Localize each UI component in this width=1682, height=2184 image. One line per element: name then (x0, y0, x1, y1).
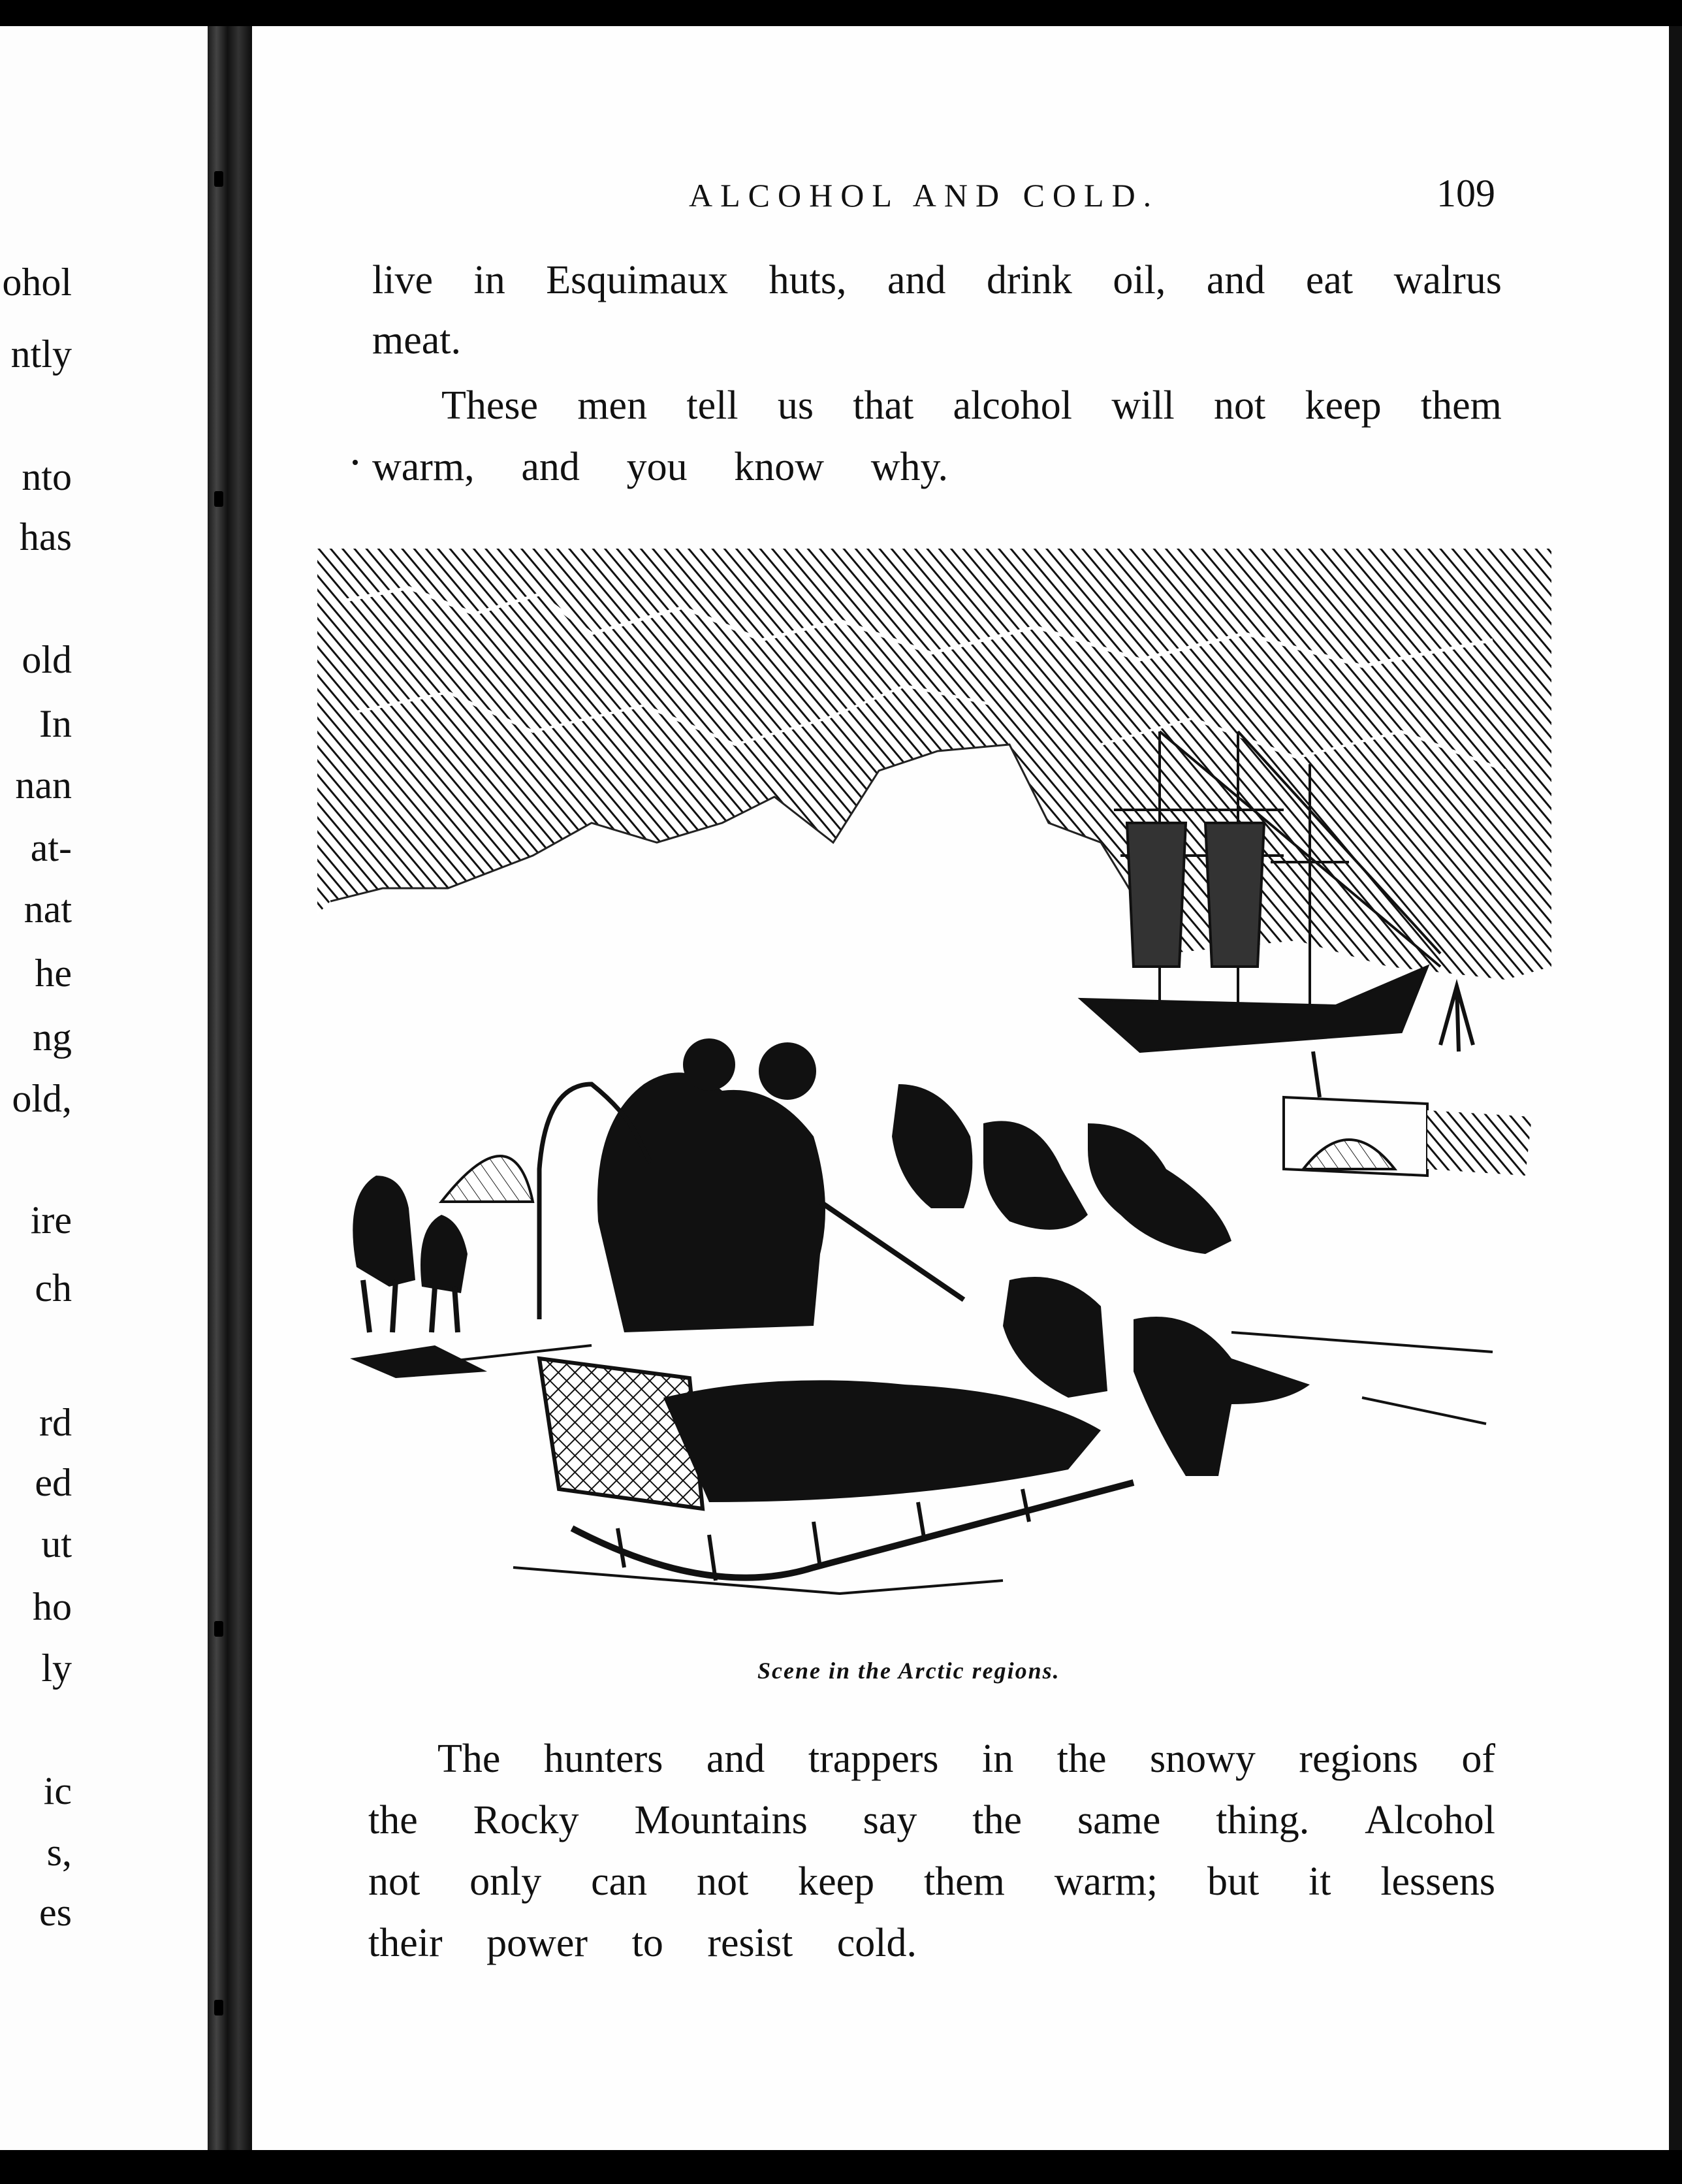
page-number: 109 (1436, 172, 1495, 215)
scan-border-top (0, 0, 1682, 26)
word: hunters (543, 1737, 663, 1781)
word: not (1214, 383, 1266, 428)
word: and (887, 258, 946, 302)
text-line-6 (368, 1800, 1495, 1840)
illustration-caption: Scene in the Arctic regions. (757, 1658, 1060, 1684)
word: but (1207, 1859, 1260, 1904)
word: These (441, 383, 539, 428)
word: oil, (1113, 258, 1166, 302)
word: live (372, 258, 433, 302)
word: the (1056, 1737, 1107, 1781)
word: them (1420, 383, 1502, 428)
word: and (706, 1737, 765, 1781)
binding-stitch-mark (214, 491, 223, 507)
text-line-8 (368, 1923, 917, 1963)
left-page-text-fragment: ohol (2, 261, 72, 304)
left-page-text-fragment: nto (22, 455, 72, 498)
text-line-4 (372, 447, 948, 487)
stormy-sky (317, 549, 1551, 980)
text-line-3 (441, 385, 1502, 426)
left-page-text-fragment: old, (12, 1077, 72, 1120)
word: of (1461, 1737, 1495, 1781)
word: Alcohol (1365, 1798, 1495, 1842)
word: Esquimaux (546, 258, 729, 302)
word: know (734, 445, 825, 489)
left-page-text-fragment: has (20, 515, 72, 558)
word: say (863, 1798, 917, 1842)
left-page-text-fragment: ed (35, 1461, 72, 1504)
word: in (982, 1737, 1014, 1781)
left-facing-page (0, 26, 215, 2150)
word: trappers (808, 1737, 939, 1781)
text-line-5 (437, 1739, 1495, 1779)
word: and (521, 445, 580, 489)
word: resist (707, 1921, 793, 1965)
word: in (473, 258, 505, 302)
word: their (368, 1921, 443, 1965)
word: regions (1299, 1737, 1418, 1781)
left-page-text-fragment: s, (46, 1831, 72, 1874)
word: them (923, 1859, 1005, 1904)
word: the (368, 1798, 418, 1842)
word: keep (798, 1859, 875, 1904)
word: thing. (1216, 1798, 1310, 1842)
left-page-text-fragment: nat (24, 888, 72, 931)
word: men (577, 383, 648, 428)
running-head: ALCOHOL AND COLD. (689, 177, 1160, 214)
text-line-7 (368, 1861, 1495, 1902)
word: keep (1305, 383, 1382, 428)
word: drink (987, 258, 1072, 302)
word: walrus (1393, 258, 1502, 302)
igloo-and-figures (353, 1156, 533, 1332)
word: that (853, 383, 914, 428)
left-page-text-fragment: nan (15, 763, 72, 807)
word: us (777, 383, 814, 428)
scan-border-bottom (0, 2150, 1682, 2184)
binding-stitch-mark (214, 171, 223, 187)
left-page-text-fragment: ho (33, 1585, 72, 1628)
hut-and-igloo (1284, 1052, 1532, 1176)
word: to (631, 1921, 663, 1965)
word: same (1077, 1798, 1161, 1842)
word: alcohol (953, 383, 1073, 428)
left-page-text-fragment: ut (41, 1522, 72, 1566)
word: can (591, 1859, 648, 1904)
left-page-text-fragment: old (22, 638, 72, 681)
word: and (1206, 258, 1265, 302)
word: The (437, 1737, 501, 1781)
word: power (486, 1921, 588, 1965)
left-page-text-fragment: ly (41, 1646, 72, 1690)
left-page-text-fragment: ic (43, 1769, 72, 1812)
word: will (1111, 383, 1175, 428)
hunters-with-rifle (597, 1038, 964, 1332)
word: snowy (1149, 1737, 1256, 1781)
tripod (1440, 986, 1473, 1052)
left-page-text-fragment: ch (35, 1266, 72, 1309)
binding-stitch-mark (214, 2000, 223, 2015)
left-page-text-fragment: at- (30, 826, 72, 869)
word: it (1309, 1859, 1331, 1904)
scan-border-right (1669, 26, 1682, 2150)
word: not (368, 1859, 420, 1904)
word: meat. (372, 318, 461, 362)
word: lessens (1380, 1859, 1495, 1904)
left-page-text-fragment: ng (33, 1016, 72, 1059)
left-page-text-fragment: he (35, 952, 72, 995)
word: why. (870, 445, 948, 489)
word: you (626, 445, 688, 489)
left-page-text-fragment: ntly (10, 332, 72, 376)
word: eat (1305, 258, 1354, 302)
word: Mountains (634, 1798, 808, 1842)
binding-stitch-mark (214, 1621, 223, 1637)
word: the (972, 1798, 1023, 1842)
word: huts, (769, 258, 847, 302)
text-line-1 (372, 260, 1502, 300)
left-page-text-fragment: es (39, 1891, 72, 1934)
word: warm, (372, 445, 475, 489)
word: not (697, 1859, 749, 1904)
left-page-text-fragment: ire (30, 1198, 72, 1242)
left-page-text-fragment: rd (39, 1401, 72, 1444)
word: warm; (1054, 1859, 1158, 1904)
text-line-2 (372, 320, 461, 361)
arctic-scene-engraving (317, 549, 1551, 1643)
stray-ink-dot (353, 460, 358, 465)
word: Rocky (473, 1798, 579, 1842)
word: tell (686, 383, 738, 428)
word: cold. (836, 1921, 917, 1965)
left-page-text-fragment: In (39, 702, 72, 745)
word: only (469, 1859, 542, 1904)
book-gutter (208, 26, 252, 2150)
